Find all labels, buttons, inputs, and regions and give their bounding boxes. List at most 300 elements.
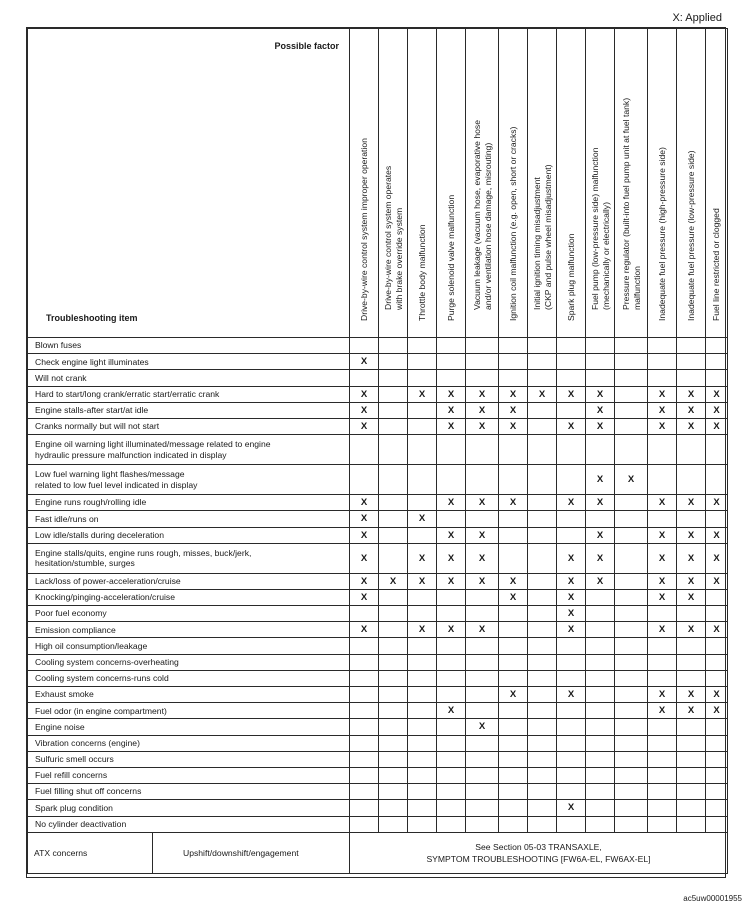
table-row — [28, 606, 728, 622]
applied-mark-cell — [706, 687, 728, 703]
applied-mark-cell — [677, 654, 706, 670]
factor-header-12 — [706, 29, 728, 338]
applied-mark-cell — [350, 638, 379, 654]
factor-label — [657, 147, 668, 321]
troubleshooting-table-frame — [26, 27, 726, 878]
applied-mark: X — [447, 388, 455, 400]
applied-mark-cell — [350, 543, 379, 573]
applied-mark-cell — [648, 703, 677, 719]
factor-header-1 — [379, 29, 408, 338]
applied-mark-cell — [586, 354, 615, 370]
applied-mark-cell — [557, 370, 586, 386]
applied-mark-cell — [408, 719, 437, 735]
applied-mark-cell — [350, 735, 379, 751]
troubleshooting-item-cell — [28, 511, 350, 527]
applied-mark-cell — [466, 654, 499, 670]
applied-mark: X — [713, 388, 720, 400]
applied-mark-cell — [648, 465, 677, 495]
applied-mark-cell — [437, 543, 466, 573]
applied-mark-cell — [466, 543, 499, 573]
applied-mark-cell — [677, 418, 706, 434]
applied-mark-cell — [350, 719, 379, 735]
applied-mark-cell — [466, 687, 499, 703]
applied-mark-cell — [350, 670, 379, 686]
applied-mark-cell — [648, 435, 677, 465]
applied-mark-cell — [706, 338, 728, 354]
applied-mark-cell — [648, 800, 677, 816]
applied-mark: X — [567, 608, 575, 620]
applied-mark: X — [360, 497, 368, 509]
applied-mark: X — [478, 388, 486, 400]
applied-mark-cell — [706, 784, 728, 800]
applied-mark-cell — [706, 751, 728, 767]
applied-mark-cell — [437, 638, 466, 654]
applied-mark-cell — [706, 670, 728, 686]
applied-mark-cell — [350, 511, 379, 527]
applied-mark-cell — [586, 719, 615, 735]
applied-mark: X — [658, 404, 666, 416]
applied-mark-cell — [648, 511, 677, 527]
applied-mark-cell — [350, 386, 379, 402]
applied-mark-cell — [408, 386, 437, 402]
applied-mark-cell — [706, 435, 728, 465]
applied-mark: X — [713, 529, 720, 541]
applied-mark: X — [658, 705, 666, 717]
factor-label-line: with brake override system — [393, 207, 403, 310]
applied-mark-cell — [677, 402, 706, 418]
applied-mark-cell — [557, 767, 586, 783]
troubleshooting-item-cell — [28, 800, 350, 816]
troubleshooting-item-line: Spark plug condition — [35, 802, 113, 813]
applied-mark: X — [478, 721, 486, 733]
applied-mark-cell — [586, 606, 615, 622]
applied-mark-cell — [528, 435, 557, 465]
applied-mark: X — [418, 624, 426, 636]
applied-mark-cell — [615, 719, 648, 735]
applied-mark-cell — [528, 370, 557, 386]
applied-mark-cell — [350, 703, 379, 719]
applied-mark: X — [658, 575, 666, 587]
applied-mark-cell — [499, 543, 528, 573]
header-row — [28, 29, 728, 338]
applied-mark-cell — [408, 465, 437, 495]
applied-mark: X — [418, 552, 426, 564]
troubleshooting-item-line: Blown fuses — [35, 340, 82, 351]
applied-mark-cell — [437, 589, 466, 605]
applied-mark-cell — [586, 767, 615, 783]
applied-mark-cell — [528, 622, 557, 638]
applied-mark-cell — [379, 816, 408, 832]
applied-mark: X — [478, 421, 486, 433]
applied-mark-cell — [466, 495, 499, 511]
applied-mark-cell — [408, 638, 437, 654]
applied-mark-cell — [437, 573, 466, 589]
applied-mark-cell — [499, 687, 528, 703]
applied-mark-cell — [615, 654, 648, 670]
applied-mark-cell — [557, 735, 586, 751]
applied-mark-cell — [615, 784, 648, 800]
applied-mark-cell — [350, 606, 379, 622]
applied-mark-cell — [408, 687, 437, 703]
applied-mark: X — [658, 591, 666, 603]
troubleshooting-item-cell — [28, 589, 350, 605]
applied-mark: X — [627, 474, 635, 486]
applied-mark-cell — [648, 606, 677, 622]
table-row — [28, 622, 728, 638]
applied-mark-cell — [379, 606, 408, 622]
applied-mark-cell — [528, 543, 557, 573]
applied-mark-cell — [648, 622, 677, 638]
applied-mark-cell — [528, 784, 557, 800]
applied-mark-cell — [437, 338, 466, 354]
table-row — [28, 418, 728, 434]
troubleshooting-table — [27, 28, 728, 874]
applied-mark-cell — [677, 354, 706, 370]
factor-label-line: Spark plug malfunction — [565, 233, 576, 321]
applied-mark-cell — [528, 751, 557, 767]
applied-mark-cell — [648, 527, 677, 543]
troubleshooting-item-label: Troubleshooting item — [46, 313, 138, 323]
applied-mark-cell — [677, 495, 706, 511]
factor-label-line: Fuel pump (low-pressure side) malfunction — [589, 147, 600, 310]
applied-mark-cell — [677, 816, 706, 832]
applied-mark: X — [567, 689, 575, 701]
troubleshooting-item-cell — [28, 606, 350, 622]
applied-mark-cell — [408, 816, 437, 832]
applied-mark-cell — [557, 784, 586, 800]
applied-mark: X — [596, 474, 604, 486]
applied-mark-cell — [648, 418, 677, 434]
applied-mark-cell — [586, 338, 615, 354]
applied-mark-cell — [437, 511, 466, 527]
applied-mark: X — [418, 575, 426, 587]
applied-mark-cell — [379, 527, 408, 543]
applied-mark-cell — [379, 418, 408, 434]
applied-mark-cell — [677, 338, 706, 354]
applied-mark-cell — [408, 735, 437, 751]
applied-mark: X — [478, 497, 486, 509]
applied-mark-cell — [466, 767, 499, 783]
applied-mark-cell — [466, 703, 499, 719]
applied-mark-cell — [379, 654, 408, 670]
factor-label — [446, 194, 457, 320]
applied-mark-cell — [586, 495, 615, 511]
applied-mark-cell — [615, 589, 648, 605]
applied-mark-cell — [677, 370, 706, 386]
applied-mark: X — [447, 575, 455, 587]
troubleshooting-item-line: Hard to start/long crank/erratic start/erratic crank — [35, 388, 220, 399]
applied-mark: X — [567, 388, 575, 400]
applied-mark-cell — [437, 370, 466, 386]
applied-mark-cell — [648, 719, 677, 735]
image-code: ac5uw00001955 — [683, 894, 742, 903]
applied-mark-cell — [586, 654, 615, 670]
applied-mark-cell — [677, 435, 706, 465]
applied-mark-cell — [557, 511, 586, 527]
applied-mark-cell — [437, 495, 466, 511]
applied-mark-cell — [557, 354, 586, 370]
factor-header-6 — [528, 29, 557, 338]
applied-mark: X — [478, 552, 486, 564]
table-row — [28, 670, 728, 686]
table-row — [28, 800, 728, 816]
table-row — [28, 784, 728, 800]
table-row — [28, 511, 728, 527]
applied-mark-cell — [586, 573, 615, 589]
troubleshooting-item-line: Cooling system concerns-overheating — [35, 656, 179, 667]
troubleshooting-item-cell — [28, 435, 350, 465]
factor-header-4 — [466, 29, 499, 338]
table-row — [28, 370, 728, 386]
applied-mark-cell — [350, 527, 379, 543]
factor-label-line: (mechanically or electrically) — [600, 202, 610, 310]
applied-mark-cell — [557, 527, 586, 543]
applied-mark-cell — [499, 654, 528, 670]
applied-mark-cell — [499, 573, 528, 589]
table-row — [28, 638, 728, 654]
applied-mark: X — [658, 529, 666, 541]
applied-mark-cell — [466, 418, 499, 434]
applied-mark: X — [596, 497, 604, 509]
troubleshooting-item-line: related to low fuel level indicated in display — [35, 479, 198, 490]
table-row — [28, 816, 728, 832]
applied-mark-cell — [528, 670, 557, 686]
table-row — [28, 751, 728, 767]
applied-mark-cell — [677, 465, 706, 495]
applied-mark-cell — [499, 784, 528, 800]
corner-header-cell — [28, 29, 350, 338]
applied-mark-cell — [466, 386, 499, 402]
applied-mark-cell — [408, 703, 437, 719]
applied-mark-cell — [437, 654, 466, 670]
applied-mark-cell — [677, 784, 706, 800]
applied-mark-cell — [706, 543, 728, 573]
applied-mark-cell — [499, 800, 528, 816]
applied-mark: X — [567, 575, 575, 587]
factor-label-line: malfunction — [631, 266, 641, 310]
applied-mark-cell — [557, 338, 586, 354]
troubleshooting-item-line: Emission compliance — [35, 624, 116, 635]
applied-mark-cell — [350, 495, 379, 511]
applied-mark: X — [360, 624, 368, 636]
applied-mark: X — [509, 421, 517, 433]
applied-mark-cell — [499, 589, 528, 605]
applied-mark-cell — [528, 687, 557, 703]
factor-label-line: Drive-by-wire control system operates — [382, 165, 393, 310]
troubleshooting-item-cell — [28, 638, 350, 654]
applied-mark: X — [567, 624, 575, 636]
footer-see-line-2: SYMPTOM TROUBLESHOOTING [FW6A-EL, FW6AX-EL] — [426, 853, 651, 864]
applied-mark: X — [447, 705, 455, 717]
applied-mark-cell — [648, 589, 677, 605]
applied-mark-cell — [350, 784, 379, 800]
factor-label — [417, 224, 428, 321]
applied-mark-cell — [557, 418, 586, 434]
applied-mark-cell — [437, 402, 466, 418]
applied-mark-cell — [528, 589, 557, 605]
applied-mark-cell — [677, 687, 706, 703]
applied-mark: X — [360, 529, 368, 541]
applied-mark: X — [658, 388, 666, 400]
applied-mark: X — [687, 689, 695, 701]
factor-label — [508, 126, 519, 320]
factor-header-7 — [557, 29, 586, 338]
applied-mark-cell — [706, 622, 728, 638]
applied-mark-cell — [615, 670, 648, 686]
applied-mark-cell — [615, 606, 648, 622]
applied-mark: X — [713, 705, 720, 717]
applied-mark-cell — [557, 573, 586, 589]
applied-mark: X — [687, 404, 695, 416]
table-row — [28, 527, 728, 543]
troubleshooting-item-cell — [28, 338, 350, 354]
applied-mark-cell — [466, 784, 499, 800]
applied-mark: X — [713, 575, 720, 587]
applied-mark-cell — [528, 465, 557, 495]
applied-mark-cell — [379, 703, 408, 719]
footer-category: ATX concerns — [34, 847, 88, 858]
applied-mark-cell — [499, 703, 528, 719]
applied-mark-cell — [499, 418, 528, 434]
applied-mark-cell — [586, 418, 615, 434]
troubleshooting-item-line: Engine stalls/quits, engine runs rough, misses, buck/jerk, — [35, 547, 252, 558]
applied-mark-cell — [350, 370, 379, 386]
troubleshooting-item-line: hesitation/stumble, surges — [35, 558, 135, 569]
applied-mark-cell — [466, 465, 499, 495]
applied-mark: X — [658, 689, 666, 701]
applied-mark-cell — [586, 386, 615, 402]
applied-mark-cell — [408, 543, 437, 573]
applied-mark-cell — [528, 816, 557, 832]
applied-mark-cell — [528, 735, 557, 751]
applied-mark-cell — [437, 719, 466, 735]
troubleshooting-item-cell — [28, 465, 350, 495]
applied-mark-cell — [615, 354, 648, 370]
applied-mark-cell — [557, 638, 586, 654]
applied-mark-cell — [615, 816, 648, 832]
applied-mark: X — [509, 388, 517, 400]
applied-mark-cell — [350, 573, 379, 589]
table-row — [28, 495, 728, 511]
troubleshooting-item-cell — [28, 573, 350, 589]
troubleshooting-item-line: Engine noise — [35, 721, 85, 732]
applied-mark-cell — [706, 465, 728, 495]
applied-mark-cell — [706, 606, 728, 622]
applied-mark-cell — [706, 573, 728, 589]
troubleshooting-item-cell — [28, 703, 350, 719]
troubleshooting-item-cell — [28, 527, 350, 543]
applied-mark-cell — [677, 589, 706, 605]
troubleshooting-item-line: hydraulic pressure malfunction indicated in display — [35, 449, 227, 460]
applied-mark-cell — [350, 800, 379, 816]
troubleshooting-item-cell — [28, 670, 350, 686]
applied-mark-cell — [437, 354, 466, 370]
applied-mark-cell — [379, 511, 408, 527]
applied-mark-cell — [350, 687, 379, 703]
factor-label-line: Fuel line restricted or clogged — [711, 207, 722, 321]
applied-mark-cell — [586, 402, 615, 418]
applied-mark-cell — [615, 800, 648, 816]
troubleshooting-item-line: Engine oil warning light illuminated/message related to engine — [35, 439, 271, 450]
applied-mark-cell — [466, 622, 499, 638]
applied-mark-cell — [466, 511, 499, 527]
applied-mark: X — [596, 388, 604, 400]
applied-mark-cell — [706, 800, 728, 816]
applied-mark: X — [713, 689, 720, 701]
troubleshooting-item-line: Fuel filling shut off concerns — [35, 786, 142, 797]
applied-mark-cell — [557, 751, 586, 767]
applied-mark-cell — [648, 338, 677, 354]
applied-mark-cell — [408, 589, 437, 605]
applied-mark-cell — [437, 386, 466, 402]
factor-header-11 — [677, 29, 706, 338]
applied-mark-cell — [437, 465, 466, 495]
applied-mark-cell — [615, 511, 648, 527]
applied-mark-cell — [379, 670, 408, 686]
applied-mark: X — [360, 513, 368, 525]
applied-mark-cell — [586, 784, 615, 800]
applied-mark-cell — [677, 606, 706, 622]
applied-mark-cell — [466, 573, 499, 589]
applied-mark-cell — [350, 435, 379, 465]
table-row — [28, 386, 728, 402]
applied-mark: X — [658, 624, 666, 636]
applied-mark-cell — [586, 622, 615, 638]
applied-mark-cell — [557, 386, 586, 402]
applied-mark: X — [509, 497, 517, 509]
factor-label — [686, 150, 697, 321]
applied-mark: X — [509, 575, 517, 587]
troubleshooting-item-line: Engine runs rough/rolling idle — [35, 497, 147, 508]
applied-mark-cell — [350, 622, 379, 638]
table-row — [28, 767, 728, 783]
applied-mark: X — [360, 421, 368, 433]
applied-mark-cell — [586, 687, 615, 703]
applied-mark-cell — [615, 465, 648, 495]
factor-label — [711, 208, 722, 321]
factor-label-line: Purge solenoid valve malfunction — [445, 194, 456, 321]
applied-mark-cell — [408, 800, 437, 816]
table-row — [28, 543, 728, 573]
applied-mark-cell — [499, 767, 528, 783]
applied-mark-cell — [350, 751, 379, 767]
applied-mark-cell — [437, 784, 466, 800]
troubleshooting-item-line: Lack/loss of power-acceleration/cruise — [35, 576, 181, 587]
applied-mark: X — [596, 421, 604, 433]
applied-mark: X — [567, 421, 575, 433]
applied-mark: X — [658, 552, 666, 564]
applied-mark-cell — [437, 606, 466, 622]
applied-mark-cell — [408, 338, 437, 354]
applied-mark-cell — [586, 703, 615, 719]
factor-label-line: Drive-by-wire control system improper operation — [358, 137, 369, 321]
applied-mark-cell — [379, 435, 408, 465]
applied-mark-cell — [528, 638, 557, 654]
troubleshooting-item-cell — [28, 370, 350, 386]
applied-mark: X — [360, 356, 368, 368]
applied-mark-cell — [437, 735, 466, 751]
applied-mark-cell — [379, 687, 408, 703]
applied-mark-cell — [437, 816, 466, 832]
applied-mark-cell — [466, 606, 499, 622]
troubleshooting-item-line: Check engine light illuminates — [35, 356, 149, 367]
applied-mark-cell — [677, 670, 706, 686]
applied-mark-cell — [379, 402, 408, 418]
table-row — [28, 402, 728, 418]
table-row — [28, 573, 728, 589]
applied-mark-cell — [706, 370, 728, 386]
troubleshooting-item-line: Cranks normally but will not start — [35, 421, 160, 432]
